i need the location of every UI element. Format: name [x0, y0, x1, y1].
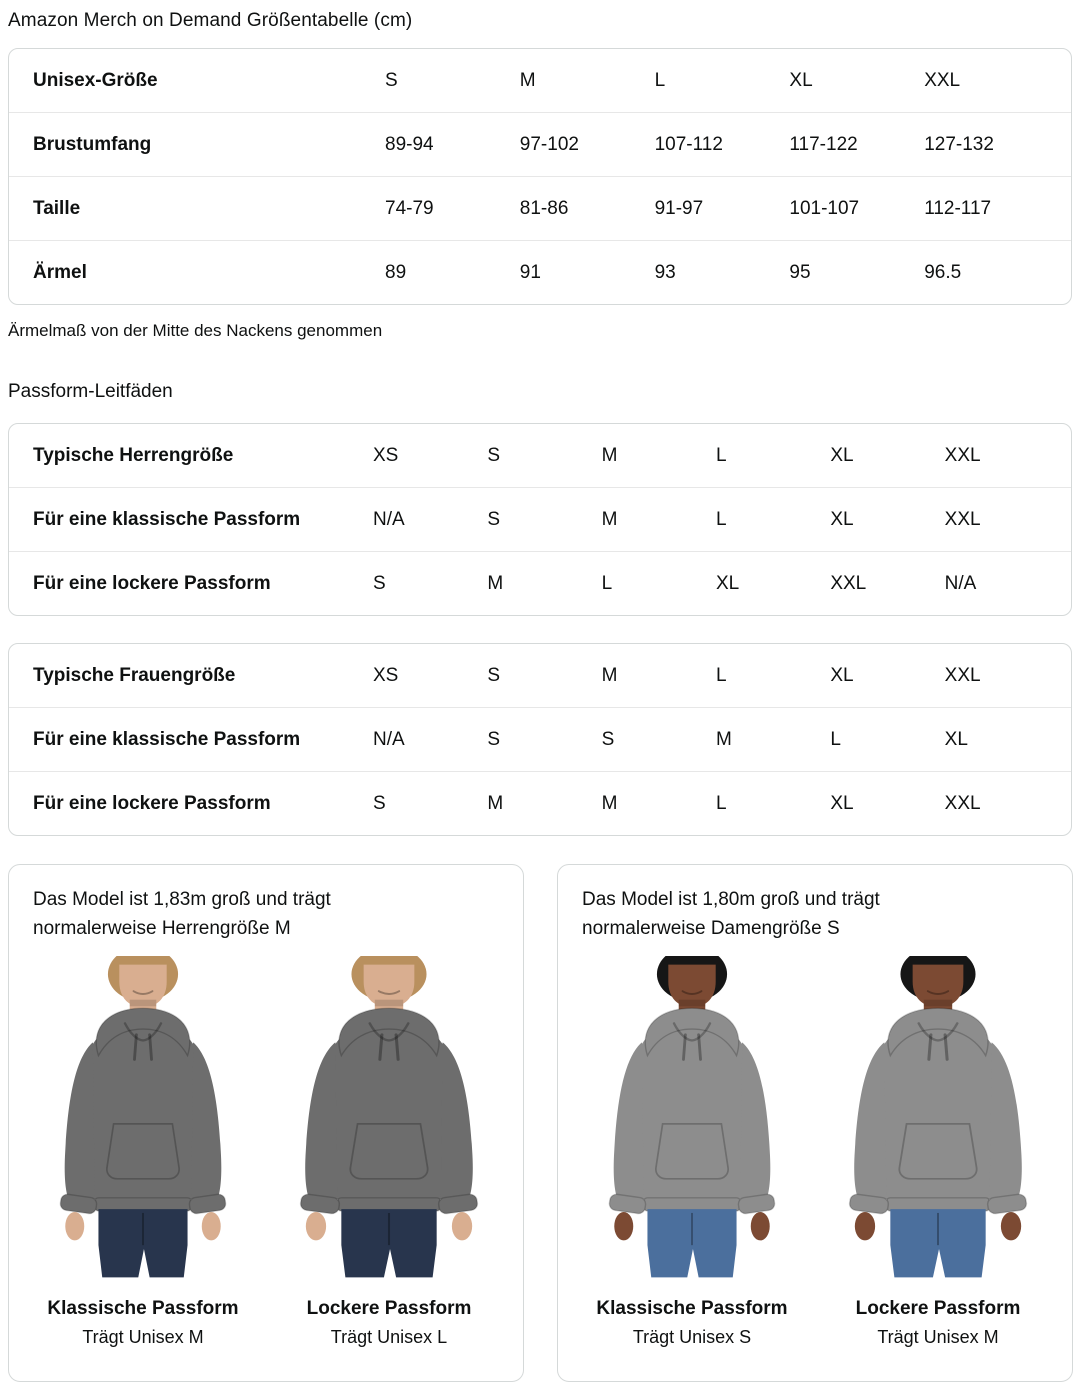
cell-value: 97-102 — [519, 133, 579, 155]
cell-value: N/A — [944, 572, 977, 594]
table-row — [9, 644, 1071, 707]
cell-value: XS — [373, 664, 399, 686]
cell-value: XXL — [944, 508, 981, 530]
row-label: Für eine lockere Passform — [33, 792, 271, 814]
cell-value: 127-132 — [924, 133, 994, 155]
cell-value: S — [385, 69, 398, 91]
table-row — [9, 771, 1071, 835]
cell-value: 112-117 — [924, 197, 992, 219]
table-row — [9, 551, 1071, 615]
cell-value: L — [716, 792, 727, 814]
cell-value: M — [519, 69, 536, 91]
cell-value: XL — [830, 444, 854, 466]
male-classic-fit-photo — [34, 956, 252, 1286]
size-label: Trägt Unisex L — [330, 1326, 448, 1347]
row-label: Für eine klassische Passform — [33, 508, 301, 530]
cell-value: M — [601, 664, 618, 686]
model-figure — [279, 956, 499, 1348]
womens-model-card — [557, 864, 1073, 1382]
model-figure — [828, 956, 1048, 1348]
cell-value: N/A — [373, 728, 405, 750]
female-classic-fit-photo — [583, 956, 801, 1286]
fit-label: Klassische Passform — [47, 1297, 239, 1319]
cell-value: 74-79 — [385, 197, 434, 219]
page-title: Amazon Merch on Demand Größentabelle (cm) — [8, 10, 413, 31]
fit-label: Klassische Passform — [596, 1297, 788, 1319]
row-label: Für eine lockere Passform — [33, 572, 271, 594]
cell-value: 89-94 — [385, 133, 434, 155]
table-row — [9, 176, 1071, 240]
cell-value: S — [487, 728, 501, 750]
cell-value: XXL — [924, 69, 961, 91]
row-label: Unisex-Größe — [33, 69, 158, 91]
womens-fit-table — [8, 643, 1072, 836]
size-table — [8, 48, 1072, 305]
cell-value: XS — [373, 444, 399, 466]
cell-value: L — [716, 508, 727, 530]
cell-value: 89 — [385, 261, 407, 283]
fit-label: Lockere Passform — [855, 1297, 1021, 1319]
cell-value: 93 — [654, 261, 676, 283]
cell-value: M — [601, 444, 618, 466]
model-photos — [33, 956, 499, 1348]
cell-value: XXL — [830, 572, 867, 594]
cell-value: M — [601, 792, 618, 814]
size-label: Trägt Unisex M — [877, 1326, 999, 1347]
cell-value: S — [373, 572, 386, 594]
cell-value: XL — [789, 69, 813, 91]
cell-value: XL — [830, 792, 854, 814]
model-photos — [582, 956, 1048, 1348]
cell-value: XL — [716, 572, 740, 594]
table-row — [9, 49, 1071, 112]
cell-value: XXL — [944, 664, 981, 686]
cell-value: 91 — [519, 261, 541, 283]
cell-value: XL — [944, 728, 968, 750]
cell-value: S — [487, 664, 501, 686]
cell-value: XXL — [944, 792, 981, 814]
cell-value: M — [716, 728, 732, 750]
fit-label: Lockere Passform — [306, 1297, 472, 1319]
cell-value: 101-107 — [789, 197, 860, 219]
cell-value: M — [487, 572, 504, 594]
table-row — [9, 424, 1071, 487]
cell-value: XXL — [944, 444, 981, 466]
size-label: Trägt Unisex M — [82, 1326, 204, 1347]
female-loose-fit-photo — [821, 956, 1054, 1286]
cell-value: M — [601, 508, 618, 530]
sleeve-measure-note: Ärmelmaß von der Mitte des Nackens genommen — [8, 321, 383, 340]
cell-value: L — [601, 572, 613, 594]
cell-value: 91-97 — [654, 197, 704, 219]
cell-value: XL — [830, 664, 854, 686]
cell-value: XL — [830, 508, 854, 530]
cell-value: N/A — [373, 508, 405, 530]
model-figure — [582, 956, 802, 1348]
row-label: Typische Frauengröße — [33, 664, 236, 686]
cell-value: 81-86 — [519, 197, 569, 219]
table-row — [9, 240, 1071, 304]
row-label: Brustumfang — [33, 133, 152, 155]
cell-value: M — [487, 792, 504, 814]
mens-fit-table — [8, 423, 1072, 616]
fit-guides-heading: Passform-Leitfäden — [8, 381, 173, 402]
table-row — [9, 707, 1071, 771]
table-row — [9, 487, 1071, 551]
row-label: Für eine klassische Passform — [33, 728, 301, 750]
row-label: Typische Herrengröße — [33, 444, 234, 466]
cell-value: S — [601, 728, 615, 750]
model-figure — [33, 956, 253, 1348]
cell-value: 96.5 — [924, 261, 962, 283]
cell-value: S — [487, 508, 501, 530]
cell-value: 95 — [789, 261, 811, 283]
cell-value: S — [373, 792, 386, 814]
mens-model-card — [8, 864, 524, 1382]
row-label: Taille — [33, 197, 81, 219]
cell-value: L — [716, 664, 727, 686]
cell-value: L — [830, 728, 841, 750]
cell-value: L — [654, 69, 666, 91]
size-label: Trägt Unisex S — [632, 1326, 752, 1347]
table-row — [9, 112, 1071, 176]
male-loose-fit-photo — [272, 956, 505, 1286]
model-cards — [8, 864, 1072, 1382]
cell-value: 107-112 — [654, 133, 723, 155]
model-description: Das Model ist 1,83m groß und trägt normalerweise Herrengröße M — [33, 889, 331, 940]
row-label: Ärmel — [33, 261, 87, 283]
cell-value: L — [716, 444, 727, 466]
model-description: Das Model ist 1,80m groß und trägt normalerweise Damengröße S — [582, 889, 880, 940]
cell-value: S — [487, 444, 501, 466]
cell-value: 117-122 — [789, 133, 858, 155]
